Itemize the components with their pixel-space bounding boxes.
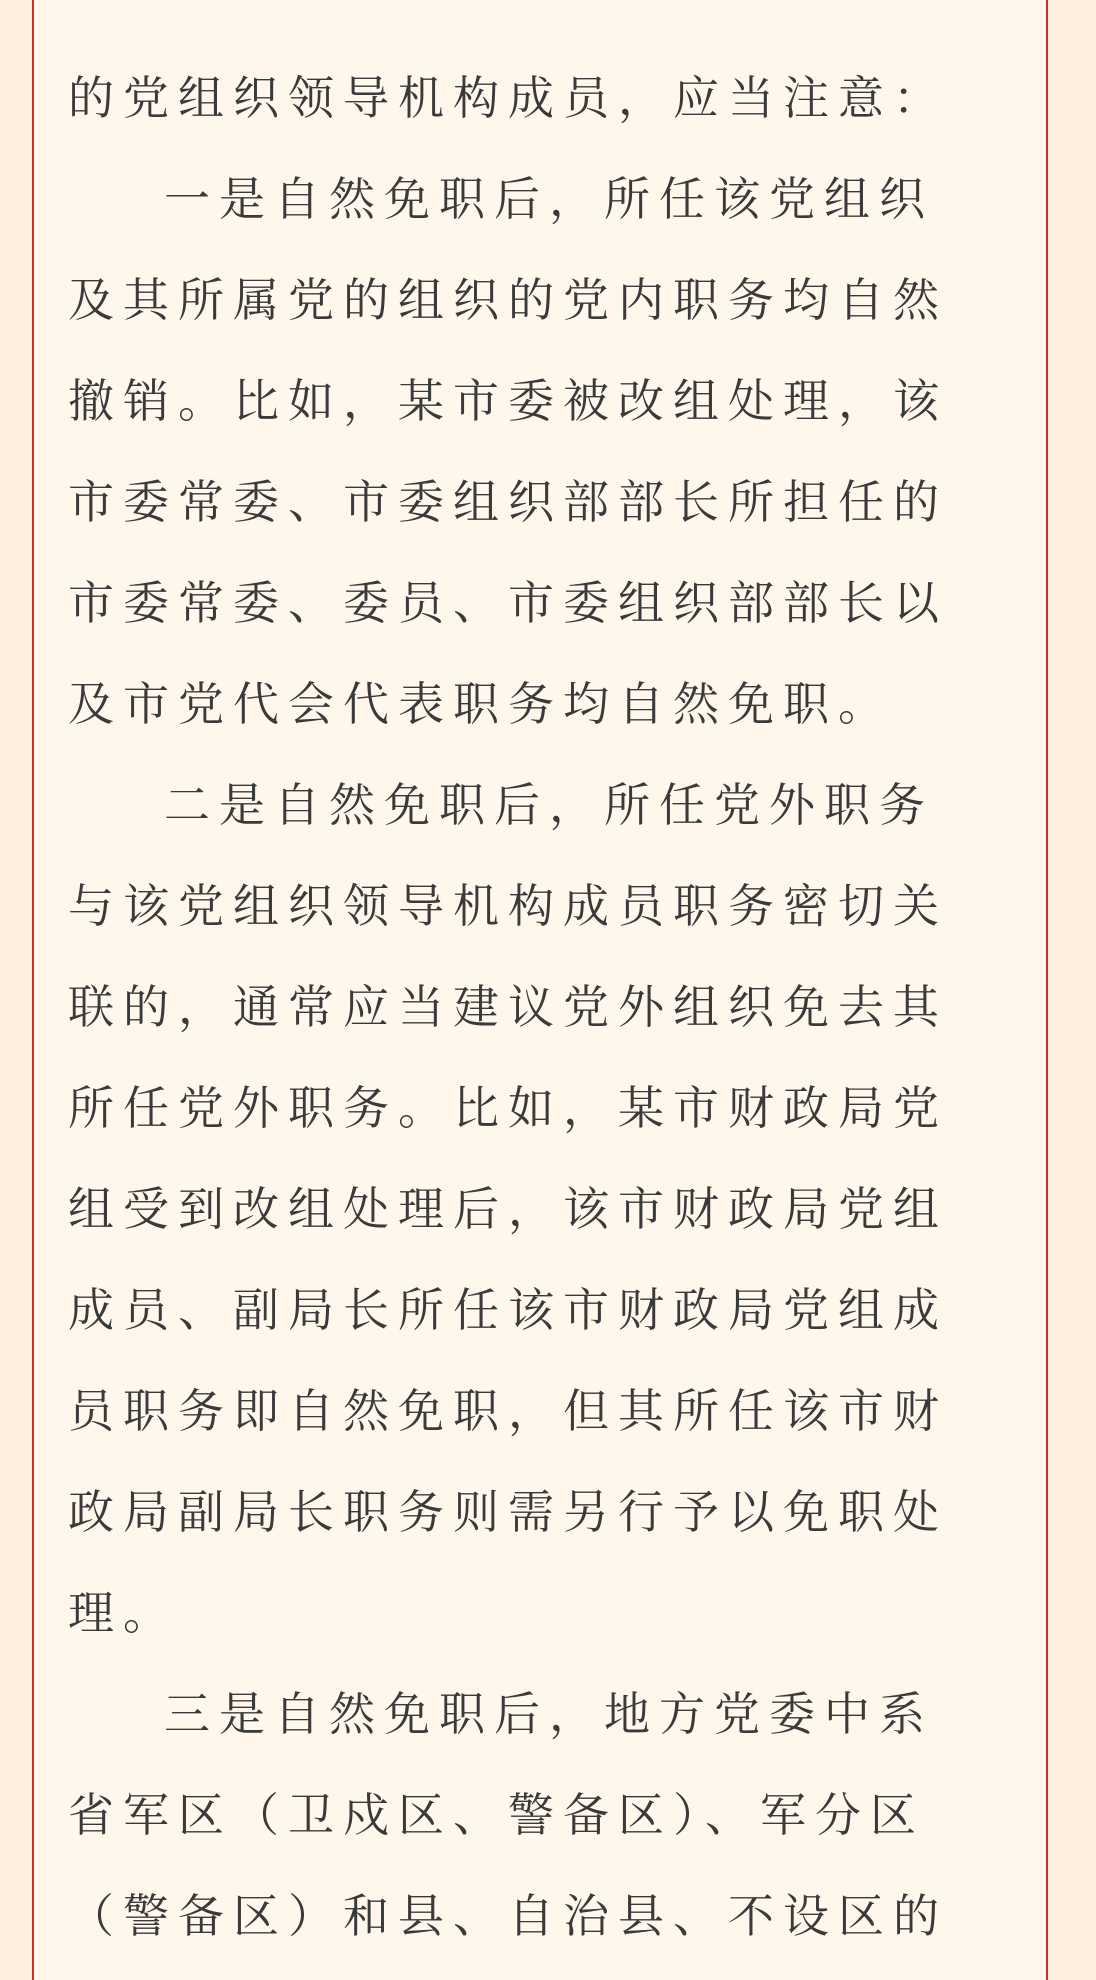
text-line: 成员、副局长所任该市财政局党组成: [68, 1283, 948, 1337]
text-line: 理。: [68, 1586, 178, 1640]
text-line: 员职务即自然免职，但其所任该市财: [68, 1384, 948, 1438]
text-line: 及市党代会代表职务均自然免职。: [68, 677, 893, 731]
text-line: 二是自然免职后，所任党外职务: [164, 778, 934, 832]
text-line: 及其所属党的组织的党内职务均自然: [68, 273, 948, 327]
text-line: 省军区（卫戍区、警备区）、军分区: [68, 1788, 925, 1842]
text-line: 与该党组织领导机构成员职务密切关: [68, 879, 948, 933]
text-line: 所任党外职务。比如，某市财政局党: [68, 1081, 948, 1135]
text-line: 市委常委、委员、市委组织部部长以: [68, 576, 948, 630]
article-body: [68, 48, 988, 1967]
text-line: 三是自然免职后，地方党委中系: [164, 1687, 934, 1741]
text-line: 政局副局长职务则需另行予以免职处: [68, 1485, 948, 1539]
text-line: 一是自然免职后，所任该党组织: [164, 172, 934, 226]
text-line: 联的，通常应当建议党外组织免去其: [68, 980, 948, 1034]
text-line: 撤销。比如，某市委被改组处理，该: [68, 374, 948, 428]
text-line: 的党组织领导机构成员，应当注意：: [68, 71, 948, 125]
text-line: （警备区）和县、自治县、不设区的: [68, 1889, 948, 1943]
text-line: 市委常委、市委组织部部长所担任的: [68, 475, 948, 529]
text-line: 组受到改组处理后，该市财政局党组: [68, 1182, 948, 1236]
